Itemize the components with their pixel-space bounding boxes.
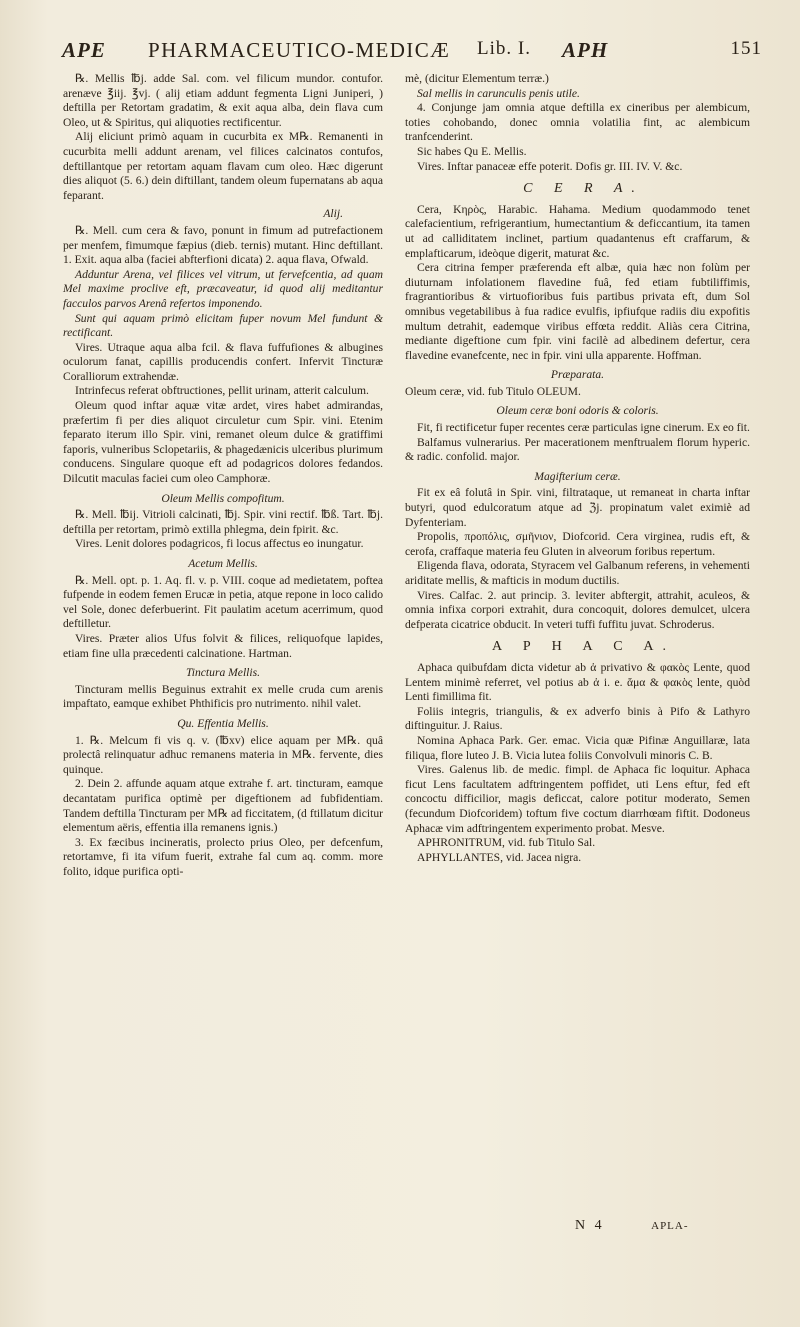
section-heading: Præparata. bbox=[550, 368, 605, 382]
paragraph: Balfamus vulnerarius. Per macerationem menftrualem florum hyperic. & radic. confolid. major. bbox=[405, 435, 750, 464]
running-header bbox=[62, 38, 762, 68]
paragraph: Vires. Calfac. 2. aut princip. 3. leviter abftergit, attrahit, aculeos, & omnia infixa corpori extrahit, dura concoquit, dolores demulcet, ulcera defperata cicatrice obducit. In veteri tuffi fuffitu juvat. Schroderus. bbox=[405, 588, 750, 631]
section-heading: Oleum Mellis compofitum. bbox=[161, 491, 285, 505]
paragraph: ℞. Mell. cum cera & favo, ponunt in fimum ad putrefactionem per menfem, fimumque fæpius (dieb. ternis) mutant. Hinc deftillant. 1. Exit. aqua alba (faciei abfterfioni dicata) 2. aqua flava, Ofwald. bbox=[63, 223, 383, 267]
paragraph: Nomina Aphaca Park. Ger. emac. Vicia quæ Pifinæ Anguillaræ, lata filiqua, flore luteo J. B. Vicia lutea foliis Convolvuli minoris C. B. bbox=[405, 733, 750, 762]
paragraph: ℞. Mell. opt. p. 1. Aq. fl. v. p. VIII. coque ad medietatem, poftea fufpende in eodem femen Erucæ in petia, atque repone in loco calido vel Sole, donec deferbuerint. Fit paulatim acetum acerrimum, quod deftilletur. bbox=[63, 573, 383, 631]
paragraph: APHYLLANTES, vid. Jacea nigra. bbox=[417, 850, 582, 864]
paragraph: Propolis, προπόλις, σμῆνιον, Diofcorid. Cera virginea, rudis eft, & cerofa, craffaque materia feu Gluten in alveorum foribus repertum. bbox=[405, 530, 750, 558]
paragraph: 4. Conjunge jam omnia atque deftilla ex cineribus per alembicum, toties cohobando, donec omnia volatilia fint, ac alembicum tranfcenderint. bbox=[405, 101, 750, 144]
paragraph: Intrinfecus referat obftructiones, pellit urinam, atterit calculum. bbox=[75, 384, 369, 398]
section-heading: Qu. Effentia Mellis. bbox=[177, 716, 269, 730]
paragraph: Fit, fi rectificetur fuper recentes ceræ particulas igne cinerum. Ex eo fit. bbox=[417, 421, 750, 435]
paragraph: 2. Dein 2. affunde aquam atque extrahe f. art. tincturam, eamque decantatam purifica optimè per digeftionem ad fubfidentiam. Tandem deftilla Tincturam per M℞ ad ficcitatem, (d ftillatum dicitur elementum aëris, effentia illa remanens ignis.) bbox=[63, 777, 383, 835]
paragraph: Adduntur Arena, vel filices vel vitrum, ut fervefcentia, ad quam Mel maxime proclive eft, præcaveatur, id quod alij meditantur facculos parvos Arenâ refertos imponendo. bbox=[63, 267, 383, 310]
header-left: APE bbox=[62, 38, 106, 62]
paragraph: ℞. Mell. ℔ij. Vitrioli calcinati, ℔j. Spir. vini rectif. ℔ß. Tart. ℔j. deftilla per retortam, primò extilla phlegma, dein fpirit. &c. bbox=[63, 508, 383, 536]
paragraph: Vires. Utraque aqua alba fcil. & flava fuffufiones & albugines oculorum fanat, capillis producendis confert. Infervit Tincturæ Coralliorum extrahendæ. bbox=[63, 340, 383, 383]
section-heading: Tinctura Mellis. bbox=[185, 666, 261, 680]
paragraph: Cera citrina femper præferenda eft albæ, quia hæc non folùm per diuturnam infolationem flavedine fuâ, fed etiam fubtiliffimis, fragrantioribus & virtuofioribus fuis partibus privata eft, dum Sol omnibus vegetabilibus à fua radice evulfis, ipfiufque radiis diu expofitis multum detrahit, eademque viribus effœta reddit. Aliàs cera Citrina, mediante digeftione cum fpir. vini facilè ad albedinem defertur, cera flavedine evanefcente, nec in fpir. vini ulla apparente. Hoffman. bbox=[405, 261, 750, 362]
left-column bbox=[63, 72, 383, 879]
right-column bbox=[405, 72, 750, 865]
paragraph: Fit ex eâ folutâ in Spir. vini, filtrataque, ut remaneat in charta inftar butyri, quod edulcoratum atque ad ℨj. propinatum valet eximiè ad Dyfenteriam. bbox=[405, 486, 750, 529]
paragraph: mè, (dicitur Elementum terræ.) bbox=[405, 72, 549, 85]
paragraph: Vires. Lenit dolores podagricos, fi locus affectus eo inungatur. bbox=[75, 537, 364, 551]
paragraph: ℞. Mellis ℔j. adde Sal. com. vel filicum mundor. contufor. arenæve ℥iij. ℥vj. ( alij etiam addunt fegmenta Ligni Juniperi, ) deftilla per Retortam gradatim, & exit aqua alba, dein flava cum Oleo, ut & Spiritus, qui aliquoties rectificentur. bbox=[63, 72, 383, 129]
paragraph: Vires. Inftar panaceæ effe poterit. Dofis gr. III. IV. V. &c. bbox=[417, 159, 683, 173]
section-heading: Magifterium ceræ. bbox=[534, 469, 621, 483]
paragraph: Eligenda flava, odorata, Styracem vel Galbanum referens, in vehementi ariditate mellis, & mafticis in modum ductilis. bbox=[405, 559, 750, 587]
page-number: 151 bbox=[730, 38, 762, 59]
section-heading: Oleum ceræ boni odoris & coloris. bbox=[496, 404, 659, 418]
paragraph: APHRONITRUM, vid. fub Titulo Sal. bbox=[417, 836, 596, 850]
paragraph: Vires. Præter alios Ufus folvit & filices, reliquofque lapides, etiam fine ulla præcedenti calcinatione. Hartman. bbox=[63, 631, 383, 660]
header-right: APH bbox=[562, 38, 609, 62]
section-heading: Alij. bbox=[323, 207, 343, 221]
signature-mark: N 4 bbox=[575, 1218, 605, 1233]
paragraph: Vires. Galenus lib. de medic. fimpl. de Aphaca fic loquitur. Aphaca ficut Lens facultatem adftringentem poffidet, uti Lens eftur, fed eft concoctu difficilior, magis deficcat, calore potitur moderato, Semen (fecundum Diofcoridem) toftum five coctum diarrhœam fiftit. Dodoneus Aphacæ vim adftringentem experimento probat. Mesve. bbox=[405, 763, 750, 835]
paragraph: Oleum ceræ, vid. fub Titulo OLEUM. bbox=[405, 384, 581, 398]
paragraph: 1. ℞. Melcum fi vis q. v. (℔xv) elice aquam per M℞. quâ prolectâ relinquatur adhuc remanens materia in M℞. fervente, dies quinque. bbox=[63, 733, 383, 776]
paragraph: Aphaca quibufdam dicta videtur ab ἀ privativo & φακὸς Lente, quod Lentem minimè referret, vel potius ab ἀ i. e. ἅμα & φακὸς lente, quòd Lenti fimillima fit. bbox=[405, 660, 750, 704]
paragraph: Foliis integris, triangulis, & ex adverfo binis à Pifo & Lathyro diftinguitur. J. Raius. bbox=[405, 704, 750, 733]
page-footer bbox=[575, 1218, 689, 1234]
paragraph: Sal mellis in carunculis penis utile. bbox=[417, 86, 580, 100]
paragraph: Cera, Κηρὸς, Harabic. Hahama. Medium quodammodo tenet calefacientium, refrigerantium, humectantium & deficcantium, ita tamen ut ad calliditatem inclinet, partium quadantenus eft craffarum, & emplafticarum, ideòque digerit, maturat &c. bbox=[405, 202, 750, 260]
paragraph: Oleum quod inftar aquæ vitæ ardet, vires habet admirandas, præfertim fi per dies aliquot circuletur cum Spir. vini. Etenim feparato iterum illo Spir. vini, remanet oleum dulce & gratiffimi faporis, vulneribus Sclopetariis, & phagedænicis ulceribus plurimum conducens. Singulare quoque eft ad podagricos dolores fedandos. Dilcutit maculas faciei cum oleo Camphoræ. bbox=[63, 399, 383, 486]
paragraph: Sic habes Qu E. Mellis. bbox=[417, 144, 527, 158]
paragraph: Alij eliciunt primò aquam in cucurbita ex M℞. Remanenti in cucurbita melli addunt arenam, vel filices calcinatos contufos, deftillantque per retortam aquam flavam cum oleo. Hæc digerunt dies aliquot (5. 6.) dein diftillant, tandem oleum fupernatans ab aqua feparant. bbox=[63, 130, 383, 202]
paragraph: 3. Ex fæcibus incineratis, prolecto prius Oleo, per defcenfum, retortamve, fi ita vifum fuerit, extrahe fal cum aq. comm. more folito, idque purifica opti- bbox=[63, 835, 383, 878]
section-heading: Acetum Mellis. bbox=[188, 557, 258, 570]
catchword: APLA- bbox=[651, 1220, 689, 1232]
paragraph: Sunt qui aquam primò elicitam fuper novum Mel fundunt & rectificant. bbox=[63, 311, 383, 340]
section-heading: C E R A. bbox=[523, 181, 644, 197]
header-title: PHARMACEUTICO-MEDICÆ bbox=[148, 38, 451, 62]
header-book: Lib. I. bbox=[477, 38, 531, 59]
paragraph: Tincturam mellis Beguinus extrahit ex melle cruda cum arenis impaftato, eamque exhibet Phthificis pro nutrimento. nihil valet. bbox=[63, 682, 383, 711]
section-heading: A P H A C A. bbox=[492, 639, 675, 655]
